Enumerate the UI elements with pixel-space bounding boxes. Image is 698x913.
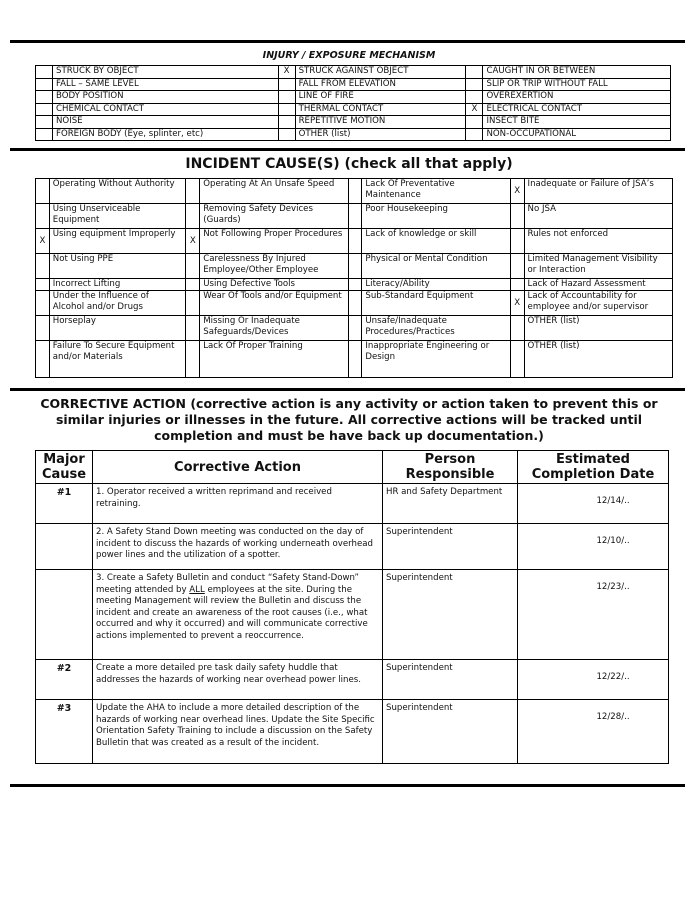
checkbox-cell[interactable] [36,279,50,291]
corrective-action-cell: 2. A Safety Stand Down meeting was conducted on the day of incident to discuss the hazards of working underneath overhead power lines and the utilization of a spotter. [93,524,383,570]
checkbox-cell[interactable]: X [466,103,483,116]
cause-label: Using equipment Improperly [49,229,186,254]
header-major-cause: Major Cause [36,451,93,484]
cause-title: INCIDENT CAUSE(S) (check all that apply) [185,156,513,172]
cause-label: Rules not enforced [524,229,672,254]
checkbox-cell[interactable] [348,229,362,254]
checkbox-cell[interactable] [348,291,362,316]
section-rule [10,148,685,151]
cause-label: Lack Of Preventative Maintenance [362,179,510,204]
checkbox-cell[interactable] [348,279,362,291]
checkbox-cell[interactable] [278,128,295,141]
table-row [36,341,673,378]
injury-label: INSECT BITE [483,116,671,129]
checkbox-cell[interactable] [510,316,524,341]
injury-label: STRUCK BY OBJECT [53,66,279,79]
major-cause-cell [36,524,93,570]
header-person-responsible: Person Responsible [383,451,518,484]
injury-label: NOISE [53,116,279,129]
cause-label: Horseplay [49,316,186,341]
injury-label: REPETITIVE MOTION [295,116,466,129]
cause-label: Unsafe/Inadequate Procedures/Practices [362,316,510,341]
checkbox-cell[interactable] [510,229,524,254]
checkbox-cell[interactable] [186,179,200,204]
checkbox-cell[interactable] [510,204,524,229]
cause-label: Incorrect Lifting [49,279,186,291]
checkbox-cell[interactable] [510,279,524,291]
table-row [36,128,671,141]
major-cause-cell [36,570,93,660]
cause-label: Lack of Accountability for employee and/or supervisor [524,291,672,316]
injury-label: STRUCK AGAINST OBJECT [295,66,466,79]
completion-date-cell [518,570,669,660]
injury-label: THERMAL CONTACT [295,103,466,116]
person-responsible-cell: HR and Safety Department [383,484,518,524]
table-row [36,484,669,524]
cause-label: Not Using PPE [49,254,186,279]
checkbox-cell[interactable] [36,204,50,229]
injury-label: OVEREXERTION [483,91,671,104]
injury-label: SLIP OR TRIP WITHOUT FALL [483,78,671,91]
checkbox-cell[interactable]: X [510,291,524,316]
corrective-action-cell: Update the AHA to include a more detailed description of the hazards of working near overhead lines. Update the Site Specific Orientation Safety Training to include a discussion on the Safety Bulletin that was created as a result of the incident. [93,700,383,764]
checkbox-cell[interactable] [278,103,295,116]
table-row [36,91,671,104]
cause-label: Not Following Proper Procedures [200,229,348,254]
cause-label: Lack of Hazard Assessment [524,279,672,291]
major-cause-cell: #1 [36,484,93,524]
table-row [36,570,669,660]
checkbox-cell[interactable] [186,316,200,341]
checkbox-cell[interactable] [186,279,200,291]
cause-label: Poor Housekeeping [362,204,510,229]
cause-label: Inappropriate Engineering or Design [362,341,510,378]
checkbox-cell[interactable] [36,66,53,79]
checkbox-cell[interactable] [36,316,50,341]
cause-label: Using Unserviceable Equipment [49,204,186,229]
checkbox-cell[interactable] [466,128,483,141]
table-row [36,700,669,764]
table-row [36,316,673,341]
cause-label: Operating Without Authority [49,179,186,204]
cause-label: No JSA [524,204,672,229]
cause-label: Lack of knowledge or skill [362,229,510,254]
checkbox-cell[interactable] [510,254,524,279]
table-row [36,66,671,79]
checkbox-cell[interactable] [466,91,483,104]
checkbox-cell[interactable]: X [186,229,200,254]
cause-label: Removing Safety Devices (Guards) [200,204,348,229]
table-row [36,78,671,91]
table-row [36,524,669,570]
checkbox-cell[interactable] [186,341,200,378]
injury-label: ELECTRICAL CONTACT [483,103,671,116]
checkbox-cell[interactable] [36,291,50,316]
completion-date: 12/22/.. [596,672,630,682]
person-responsible-cell: Superintendent [383,660,518,700]
person-responsible-cell: Superintendent [383,524,518,570]
corrective-action-cell [93,570,383,660]
corrective-table [35,450,669,764]
checkbox-cell[interactable] [186,254,200,279]
person-responsible-cell: Superintendent [383,700,518,764]
checkbox-cell[interactable] [186,291,200,316]
completion-date-cell [518,700,669,764]
checkbox-cell[interactable] [510,341,524,378]
injury-label: CAUGHT IN OR BETWEEN [483,66,671,79]
table-row [36,229,673,254]
table-row [36,116,671,129]
checkbox-cell[interactable] [36,341,50,378]
checkbox-cell[interactable] [278,91,295,104]
table-row [36,660,669,700]
table-row [36,204,673,229]
completion-date-cell [518,484,669,524]
injury-label: NON-OCCUPATIONAL [483,128,671,141]
checkbox-cell[interactable] [36,91,53,104]
cause-label: OTHER (list) [524,316,672,341]
section-rule [10,388,685,391]
injury-title: INJURY / EXPOSURE MECHANISM [262,50,436,61]
checkbox-cell[interactable]: X [278,66,295,79]
completion-date: 12/28/.. [596,712,630,722]
checkbox-cell[interactable] [348,341,362,378]
person-responsible-cell: Superintendent [383,570,518,660]
checkbox-cell[interactable] [36,103,53,116]
checkbox-cell[interactable] [36,128,53,141]
checkbox-cell[interactable] [466,66,483,79]
action-emphasis: ALL [189,584,205,595]
table-row [36,254,673,279]
cause-label: OTHER (list) [524,341,672,378]
checkbox-cell[interactable] [348,316,362,341]
table-row [36,291,673,316]
injury-label: LINE OF FIRE [295,91,466,104]
injury-label: FOREIGN BODY (Eye, splinter, etc) [53,128,279,141]
checkbox-cell[interactable] [278,78,295,91]
table-row [36,279,673,291]
table-header-row [36,451,669,484]
top-rule [10,40,685,43]
checkbox-cell[interactable] [348,204,362,229]
corrective-action-cell: Create a more detailed pre task daily safety huddle that addresses the hazards of working near overhead power lines. [93,660,383,700]
corrective-title: CORRECTIVE ACTION (corrective action is any activity or action taken to prevent this or similar injuries or illnesses in the future. All corrective actions will be tracked until completion and must be have back up documentation.) [40,396,658,443]
completion-date: 12/23/.. [596,582,630,592]
injury-label: OTHER (list) [295,128,466,141]
checkbox-cell[interactable]: X [510,179,524,204]
cause-table [35,178,673,378]
cause-label: Sub-Standard Equipment [362,291,510,316]
checkbox-cell[interactable] [36,254,50,279]
cause-label: Using Defective Tools [200,279,348,291]
cause-label: Limited Management Visibility or Interaction [524,254,672,279]
checkbox-cell[interactable] [278,116,295,129]
injury-label: BODY POSITION [53,91,279,104]
table-row [36,103,671,116]
cause-label: Inadequate or Failure of JSA’s [524,179,672,204]
cause-label: Operating At An Unsafe Speed [200,179,348,204]
major-cause-cell: #3 [36,700,93,764]
checkbox-cell[interactable] [36,116,53,129]
completion-date-cell [518,660,669,700]
checkbox-cell[interactable] [186,204,200,229]
injury-label: FALL FROM ELEVATION [295,78,466,91]
checkbox-cell[interactable] [348,179,362,204]
completion-date-cell [518,524,669,570]
completion-date: 12/14/.. [596,496,630,506]
major-cause-cell: #2 [36,660,93,700]
bottom-rule [10,784,685,787]
action-text: 3. Create a Safety Bulletin and conduct “Safety Stand-Down” meeting attended by [96,573,359,595]
cause-label: Carelessness By Injured Employee/Other Employee [200,254,348,279]
cause-label: Lack Of Proper Training [200,341,348,378]
cause-label: Wear Of Tools and/or Equipment [200,291,348,316]
checkbox-cell[interactable] [466,78,483,91]
cause-label: Missing Or Inadequate Safeguards/Devices [200,316,348,341]
table-row [36,179,673,204]
action-text: employees at the site. During the meeting Management will review the Bulletin and discuss the incident and create an awareness of the root causes (i.e., what occurred and why it occurred) and will communicate corrective actions implemented to prevent a reoccurrence. [96,584,368,641]
cause-label: Under the Influence of Alcohol and/or Drugs [49,291,186,316]
checkbox-cell[interactable] [348,254,362,279]
cause-label: Literacy/Ability [362,279,510,291]
header-corrective-action: Corrective Action [93,451,383,484]
checkbox-cell[interactable] [36,78,53,91]
injury-label: CHEMICAL CONTACT [53,103,279,116]
injury-label: FALL – SAME LEVEL [53,78,279,91]
checkbox-cell[interactable] [466,116,483,129]
injury-table [35,65,671,141]
corrective-action-cell: 1. Operator received a written reprimand and received retraining. [93,484,383,524]
checkbox-cell[interactable]: X [36,229,50,254]
checkbox-cell[interactable] [36,179,50,204]
cause-label: Physical or Mental Condition [362,254,510,279]
header-completion-date: Estimated Completion Date [518,451,669,484]
cause-label: Failure To Secure Equipment and/or Materials [49,341,186,378]
completion-date: 12/10/.. [596,536,630,546]
